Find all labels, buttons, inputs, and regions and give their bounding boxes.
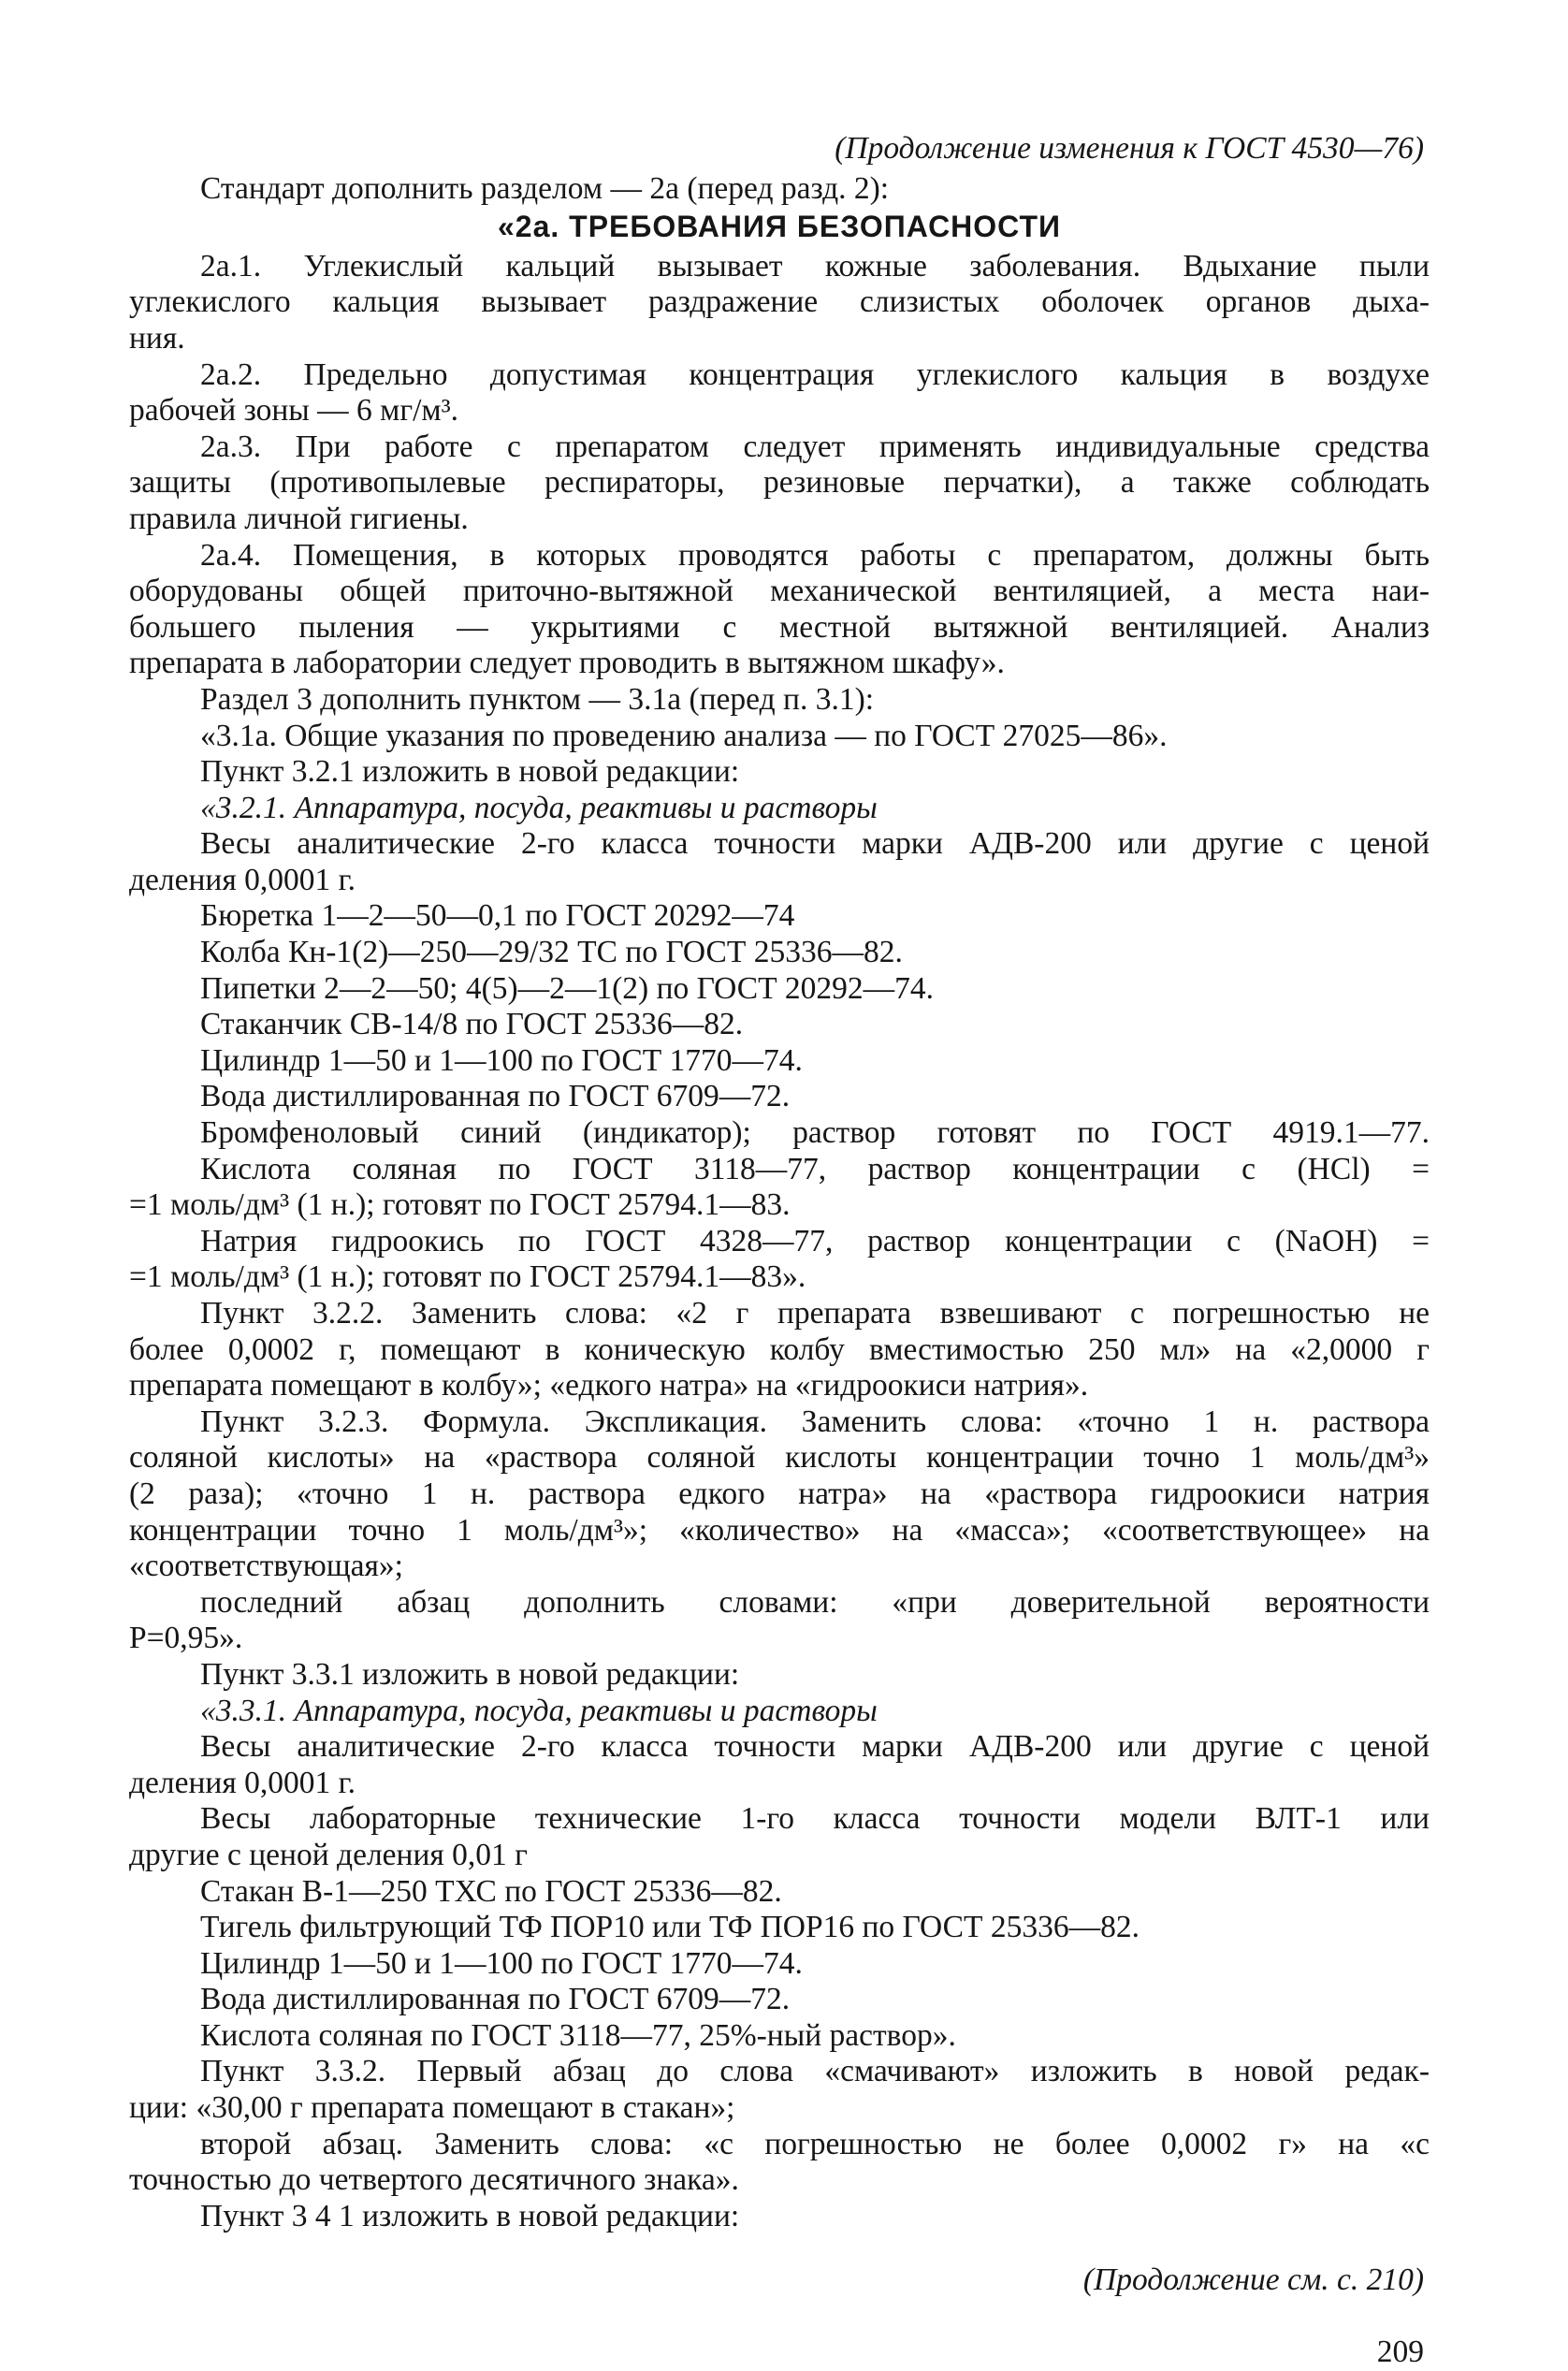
text-line: правила личной гигиены.	[129, 501, 469, 536]
text-line: углекислого кальция вызывает раздражение слизистых оболочек органов дыха-	[129, 284, 1430, 320]
list-item: Вода дистиллированная по ГОСТ 6709—72.	[200, 1079, 791, 1114]
text-line: ции: «30,00 г препарата помещают в стакан»;	[129, 2090, 735, 2126]
text-line: 2а.1. Углекислый кальций вызывает кожные заболевания. Вдыхание пыли	[200, 248, 1430, 284]
text-line: Пункт 3.2.1 изложить в новой редакции:	[200, 754, 740, 790]
list-item: Пипетки 2—2—50; 4(5)—2—1(2) по ГОСТ 20292—74.	[200, 970, 935, 1006]
text-line: защиты (противопылевые респираторы, резиновые перчатки), а также соблюдать	[129, 465, 1430, 501]
list-item: Стаканчик СВ-14/8 по ГОСТ 25336—82.	[200, 1007, 744, 1042]
text-line: «3.1а. Общие указания по проведению анализа — по ГОСТ 27025—86».	[200, 718, 1168, 753]
list-item: Цилиндр 1—50 и 1—100 по ГОСТ 1770—74.	[200, 1042, 803, 1078]
text-line: соляной кислоты» на «раствора соляной кислоты концентрации точно 1 моль/дм³»	[129, 1440, 1430, 1476]
text-line: препарата помещают в колбу»; «едкого натра» на «гидроокиси натрия».	[129, 1368, 1089, 1404]
continuation-header: (Продолжение изменения к ГОСТ 4530—76)	[835, 131, 1424, 166]
list-item: Тигель фильтрующий ТФ ПОР10 или ТФ ПОР16 по ГОСТ 25336—82.	[200, 1910, 1140, 1945]
text-line: более 0,0002 г, помещают в коническую колбу вместимостью 250 мл» на «2,0000 г	[129, 1331, 1430, 1367]
intro-line: Стандарт дополнить разделом — 2а (перед разд. 2):	[200, 170, 890, 206]
list-item: Натрия гидроокись по ГОСТ 4328—77, раствор концентрации с (NaOH) =	[200, 1223, 1430, 1258]
continuation-footer: (Продолжение см. с. 210)	[1082, 2262, 1424, 2298]
section-title: «2а. ТРЕБОВАНИЯ БЕЗОПАСНОСТИ	[497, 210, 1062, 244]
list-item: Колба Кн-1(2)—250—29/32 ТС по ГОСТ 25336—82.	[200, 935, 903, 970]
text-line: Пункт 3.3.2. Первый абзац до слова «смачивают» изложить в новой редак-	[200, 2054, 1430, 2089]
text-line: Пункт 3.2.2. Заменить слова: «2 г препарата взвешивают с погрешностью не	[200, 1296, 1430, 1331]
text-line: «соответствующая»;	[129, 1549, 403, 1584]
text-line: 2а.4. Помещения, в которых проводятся работы с препаратом, должны быть	[200, 537, 1430, 573]
subsection-heading: «3.2.1. Аппаратура, посуда, реактивы и растворы	[200, 790, 878, 825]
text-line: ния.	[129, 320, 185, 356]
text-line: последний абзац дополнить словами: «при доверительной вероятности	[200, 1584, 1430, 1620]
document-page	[129, 131, 1430, 2371]
text-line: точностью до четвертого десятичного знака».	[129, 2162, 739, 2198]
text-line: препарата в лаборатории следует проводить в вытяжном шкафу».	[129, 646, 1005, 681]
list-item: Стакан В-1—250 ТХС по ГОСТ 25336—82.	[200, 1873, 782, 1909]
text-line: Пункт 3.3.1 изложить в новой редакции:	[200, 1656, 740, 1692]
list-item: Цилиндр 1—50 и 1—100 по ГОСТ 1770—74.	[200, 1945, 803, 1981]
text-line: 2а.2. Предельно допустимая концентрация углекислого кальция в воздухе	[200, 356, 1430, 392]
text-line: Весы лабораторные технические 1-го класса точности модели ВЛТ-1 или	[200, 1801, 1430, 1837]
list-item: Бромфеноловый синий (индикатор); раствор готовят по ГОСТ 4919.1—77.	[200, 1115, 1430, 1151]
text-line: деления 0,0001 г.	[129, 1765, 356, 1800]
text-line: P=0,95».	[129, 1621, 243, 1656]
text-line: (2 раза); «точно 1 н. раствора едкого натра» на «раствора гидроокиси натрия	[129, 1476, 1430, 1511]
text-line: Весы аналитические 2-го класса точности марки АДВ-200 или другие с ценой	[200, 1729, 1430, 1765]
text-line: другие с ценой деления 0,01 г	[129, 1837, 528, 1872]
list-item: Бюретка 1—2—50—0,1 по ГОСТ 20292—74	[200, 898, 795, 934]
text-line: большего пыления — укрытиями с местной вытяжной вентиляцией. Анализ	[129, 609, 1430, 645]
text-line: =1 моль/дм³ (1 н.); готовят по ГОСТ 25794.1—83.	[129, 1187, 791, 1223]
page-number: 209	[1376, 2335, 1424, 2370]
text-line: Раздел 3 дополнить пунктом — 3.1а (перед п. 3.1):	[200, 681, 875, 717]
list-item: Кислота соляная по ГОСТ 3118—77, 25%-ный раствор».	[200, 2017, 956, 2053]
text-line: концентрации точно 1 моль/дм³»; «количество» на «масса»; «соответствующее» на	[129, 1512, 1430, 1548]
text-line: Весы аналитические 2-го класса точности марки АДВ-200 или другие с ценой	[200, 826, 1430, 862]
text-line: деления 0,0001 г.	[129, 862, 356, 897]
subsection-heading: «3.3.1. Аппаратура, посуда, реактивы и растворы	[200, 1693, 878, 1728]
list-item: Кислота соляная по ГОСТ 3118—77, раствор концентрации с (HCl) =	[200, 1151, 1430, 1186]
text-line: 2а.3. При работе с препаратом следует применять индивидуальные средства	[200, 429, 1430, 464]
text-line: Пункт 3.2.3. Формула. Экспликация. Заменить слова: «точно 1 н. раствора	[200, 1404, 1430, 1439]
text-line: оборудованы общей приточно-вытяжной механической вентиляцией, а места наи-	[129, 574, 1430, 609]
text-line: Пункт 3 4 1 изложить в новой редакции:	[200, 2198, 740, 2233]
text-line: рабочей зоны — 6 мг/м³.	[129, 393, 459, 429]
text-line: второй абзац. Заменить слова: «с погрешностью не более 0,0002 г» на «с	[200, 2126, 1430, 2161]
text-line: =1 моль/дм³ (1 н.); готовят по ГОСТ 25794.1—83».	[129, 1259, 806, 1295]
list-item: Вода дистиллированная по ГОСТ 6709—72.	[200, 1982, 791, 2017]
